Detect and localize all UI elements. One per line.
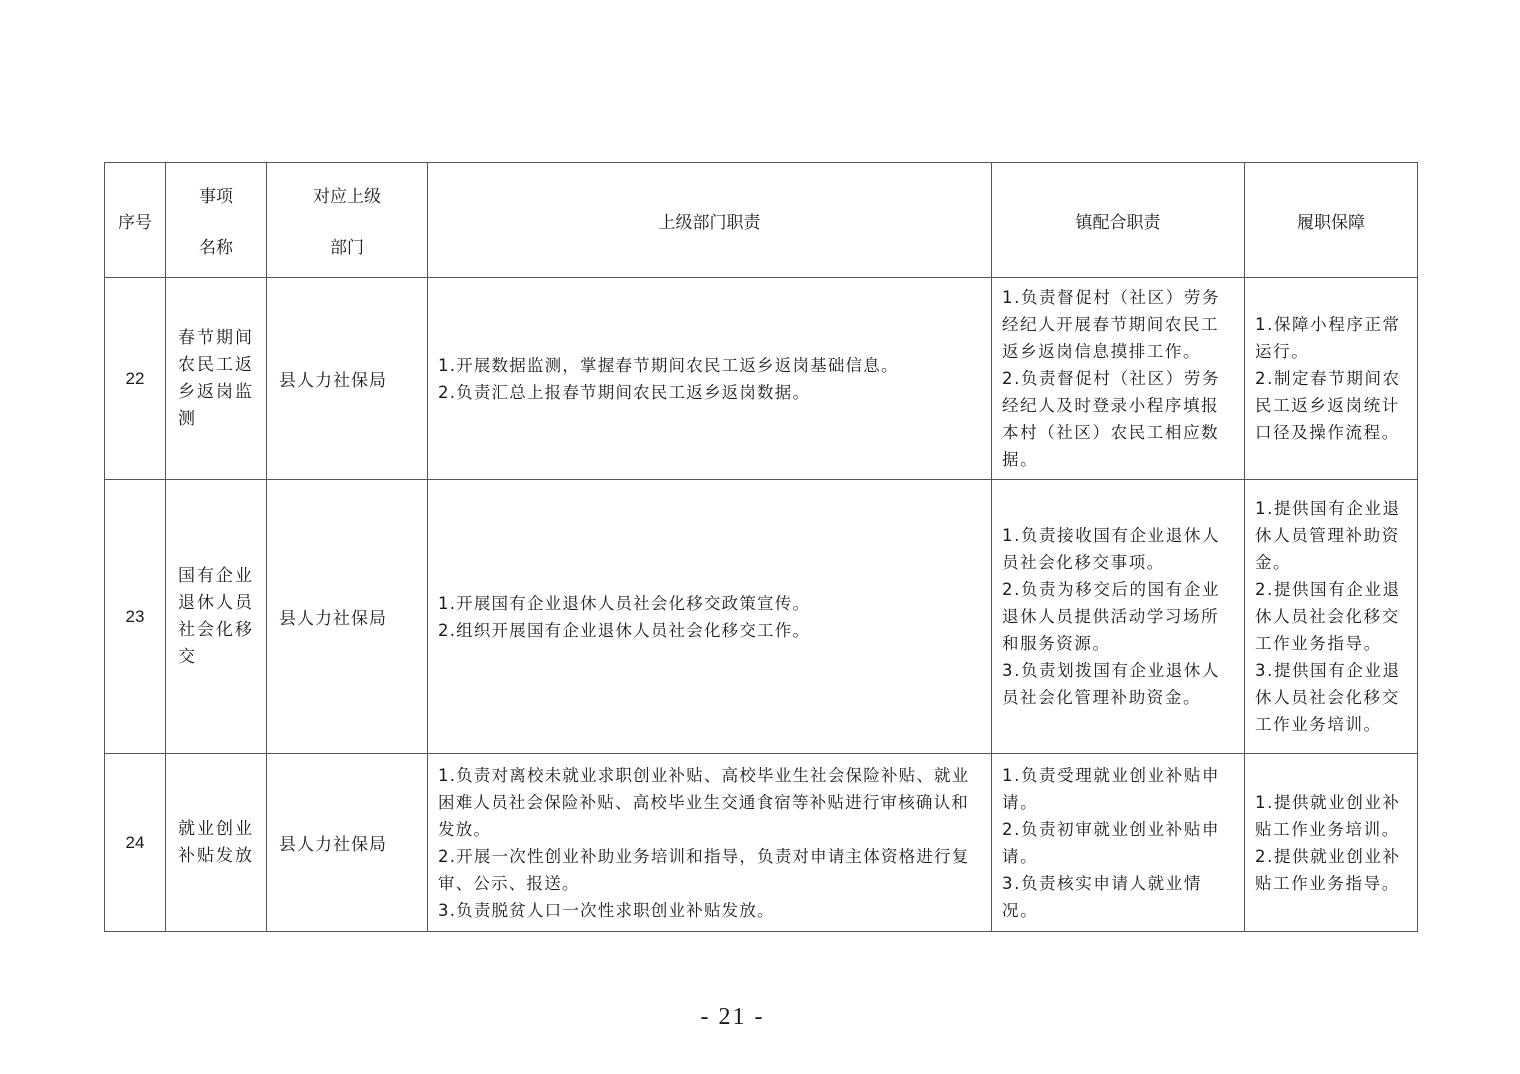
guarantee-item: 2.制定春节期间农民工返乡返岗统计口径及操作流程。 — [1255, 369, 1401, 442]
row-dept: 县人力社保局 — [267, 480, 428, 754]
row-seq: 22 — [105, 278, 166, 480]
town-duty-item: 2.负责初审就业创业补贴申请。 — [1002, 819, 1221, 866]
upper-duty-item: 2.负责汇总上报春节期间农民工返乡返岗数据。 — [438, 382, 811, 402]
upper-duty-item: 1.开展数据监测，掌握春节期间农民工返乡返岗基础信息。 — [438, 355, 899, 375]
row-upper-duty — [428, 480, 992, 754]
upper-duty-item: 2.开展一次性创业补助业务培训和指导，负责对申请主体资格进行复审、公示、报送。 — [438, 846, 970, 893]
row-guarantee — [1245, 480, 1418, 754]
upper-duty-item: 1.负责对离校未就业求职创业补贴、高校毕业生社会保险补贴、就业困难人员社会保险补贴、高校毕业生交通食宿等补贴进行审核确认和发放。 — [438, 765, 970, 839]
town-duty-item: 3.负责核实申请人就业情况。 — [1002, 873, 1202, 920]
header-upper-duty: 上级部门职责 — [428, 163, 992, 278]
row-dept: 县人力社保局 — [267, 754, 428, 932]
header-item-name — [166, 163, 267, 278]
header-seq: 序号 — [105, 163, 166, 278]
row-town-duty — [992, 278, 1245, 480]
table-row — [105, 480, 1418, 754]
header-dept-line2: 部门 — [330, 238, 364, 258]
page-number: - 21 - — [700, 1004, 765, 1030]
guarantee-item: 2.提供国有企业退休人员社会化移交工作业务指导。 — [1255, 580, 1401, 653]
guarantee-item: 3.提供国有企业退休人员社会化移交工作业务培训。 — [1255, 661, 1401, 734]
header-town-duty: 镇配合职责 — [992, 163, 1245, 278]
town-duty-item: 3.负责划拨国有企业退休人员社会化管理补助资金。 — [1002, 661, 1221, 707]
header-item-name-line1: 事项 — [199, 187, 233, 207]
row-item-name: 春节期间农民工返乡返岗监测 — [166, 278, 267, 480]
upper-duty-item: 1.开展国有企业退休人员社会化移交政策宣传。 — [438, 593, 811, 613]
header-guarantee: 履职保障 — [1245, 163, 1418, 278]
town-duty-item: 2.负责为移交后的国有企业退休人员提供活动学习场所和服务资源。 — [1002, 580, 1221, 653]
guarantee-item: 1.保障小程序正常运行。 — [1255, 315, 1401, 361]
row-item-name: 就业创业补贴发放 — [166, 754, 267, 932]
header-dept-line1: 对应上级 — [313, 187, 381, 207]
town-duty-item: 1.负责受理就业创业补贴申请。 — [1002, 765, 1221, 812]
guarantee-item: 1.提供就业创业补贴工作业务培训。 — [1255, 792, 1401, 839]
table-header-row — [105, 163, 1418, 278]
table-row — [105, 278, 1418, 480]
town-duty-item: 1.负责接收国有企业退休人员社会化移交事项。 — [1002, 526, 1221, 572]
town-duty-item: 1.负责督促村（社区）劳务经纪人开展春节期间农民工返乡返岗信息摸排工作。 — [1002, 288, 1221, 361]
row-dept: 县人力社保局 — [267, 278, 428, 480]
town-duty-item: 2.负责督促村（社区）劳务经纪人及时登录小程序填报本村（社区）农民工相应数据。 — [1002, 369, 1221, 469]
upper-duty-item: 2.组织开展国有企业退休人员社会化移交工作。 — [438, 620, 811, 640]
row-town-duty — [992, 754, 1245, 932]
table-row — [105, 754, 1418, 932]
row-seq: 23 — [105, 480, 166, 754]
row-upper-duty — [428, 278, 992, 480]
header-item-name-line2: 名称 — [199, 238, 233, 258]
row-town-duty — [992, 480, 1245, 754]
header-dept — [267, 163, 428, 278]
duty-table — [104, 162, 1418, 932]
row-upper-duty — [428, 754, 992, 932]
guarantee-item: 1.提供国有企业退休人员管理补助资金。 — [1255, 499, 1401, 572]
guarantee-item: 2.提供就业创业补贴工作业务指导。 — [1255, 846, 1401, 893]
row-guarantee — [1245, 278, 1418, 480]
row-seq: 24 — [105, 754, 166, 932]
row-guarantee — [1245, 754, 1418, 932]
upper-duty-item: 3.负责脱贫人口一次性求职创业补贴发放。 — [438, 900, 775, 920]
row-item-name: 国有企业退休人员社会化移交 — [166, 480, 267, 754]
